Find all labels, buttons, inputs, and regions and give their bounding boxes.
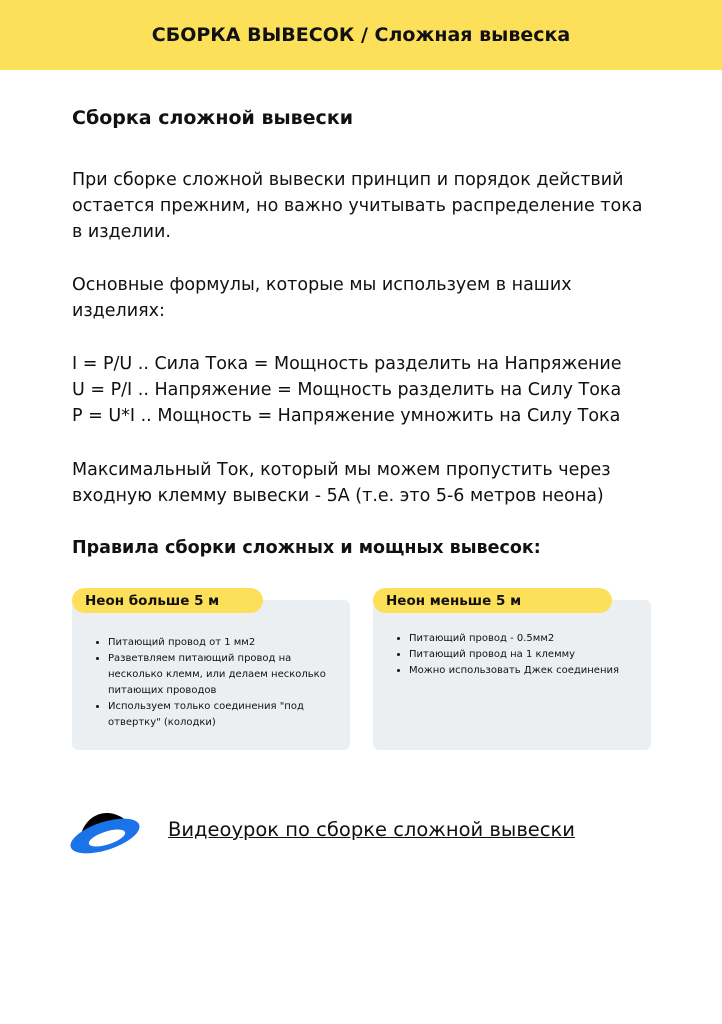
text-line: Максимальный Ток, который мы можем пропустить через <box>72 460 611 480</box>
card-neon-more <box>72 600 350 750</box>
page-header <box>0 0 722 70</box>
yandex-disk-icon[interactable] <box>70 808 142 856</box>
rules-title: Правила сборки сложных и мощных вывесок: <box>72 538 541 558</box>
list-item: • Питающий провод - 0.5мм2 <box>409 631 639 647</box>
text-line: Основные формулы, которые мы используем в наших <box>72 275 572 295</box>
intro-paragraph <box>72 167 692 245</box>
section-title: Сборка сложной вывески <box>72 107 354 129</box>
formula: I = P/U .. Сила Тока = Мощность разделить на Напряжение <box>72 354 622 374</box>
formula: U = P/I .. Напряжение = Мощность разделить на Силу Тока <box>72 380 622 400</box>
list-item: • Питающий провод на 1 клемму <box>409 647 639 663</box>
text-line: При сборке сложной вывески принцип и порядок действий <box>72 170 624 190</box>
text-line: остается прежним, но важно учитывать распределение тока <box>72 196 643 216</box>
video-lesson-link[interactable]: Видеоурок по сборке сложной вывески <box>168 818 575 841</box>
text-line: изделиях: <box>72 301 165 321</box>
formula: P = U*I .. Мощность = Напряжение умножить на Силу Тока <box>72 406 621 426</box>
formulas <box>72 351 692 429</box>
formulas-intro <box>72 272 692 324</box>
card-neon-less <box>373 600 651 750</box>
text-line: входную клемму вывески - 5А (т.е. это 5-6 метров неона) <box>72 486 604 506</box>
text-line: в изделии. <box>72 222 171 242</box>
list-item: • Питающий провод от 1 мм2 <box>108 635 338 651</box>
max-current-paragraph <box>72 457 692 509</box>
list-item: • Используем только соединения "под отвертку" (колодки) <box>108 699 338 731</box>
list-item: • Разветвляем питающий провод на несколько клемм, или делаем несколько питающих проводов <box>108 651 338 699</box>
card-title: Неон меньше 5 м <box>373 588 612 613</box>
card-title: Неон больше 5 м <box>72 588 263 613</box>
header-title: СБОРКА ВЫВЕСОК / Сложная вывеска <box>151 24 571 46</box>
list-item: • Можно использовать Джек соединения <box>409 663 639 679</box>
